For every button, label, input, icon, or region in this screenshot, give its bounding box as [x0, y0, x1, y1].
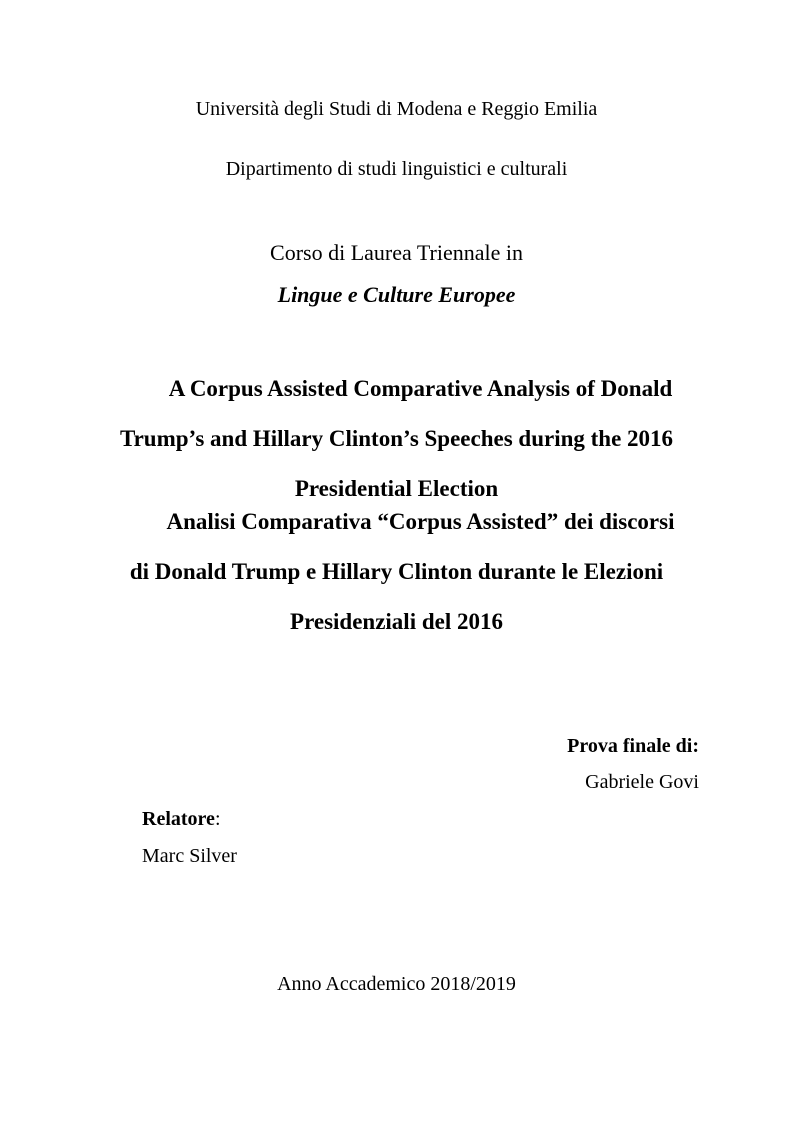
course-label: Corso di Laurea Triennale in — [270, 240, 523, 265]
author-label: Prova finale di: — [567, 735, 699, 757]
supervisor-label: Relatore — [142, 808, 215, 830]
title-en-line-2: Trump’s and Hillary Clinton’s Speeches during the 2016 — [119, 426, 674, 451]
course-name: Lingue e Culture Europee — [277, 282, 516, 307]
supervisor-colon: : — [214, 808, 221, 830]
thesis-title-italian — [100, 497, 693, 647]
supervisor-name: Marc Silver — [142, 845, 237, 867]
department-name: Dipartimento di studi linguistici e culturali — [225, 158, 568, 180]
title-en-line-3: Presidential Election — [294, 476, 499, 501]
university-name: Università degli Studi di Modena e Reggio Emilia — [195, 98, 598, 120]
title-it-line-2: di Donald Trump e Hillary Clinton durante le Elezioni — [129, 559, 664, 584]
supervisor-label-line — [142, 809, 221, 829]
title-it-line-1: Analisi Comparativa “Corpus Assisted” dei discorsi — [166, 509, 675, 534]
title-en-line-1: A Corpus Assisted Comparative Analysis of Donald — [168, 376, 673, 401]
thesis-title-english — [100, 364, 693, 514]
author-name: Gabriele Govi — [585, 771, 699, 793]
title-it-line-3: Presidenziali del 2016 — [290, 609, 503, 634]
academic-year: Anno Accademico 2018/2019 — [277, 973, 516, 995]
